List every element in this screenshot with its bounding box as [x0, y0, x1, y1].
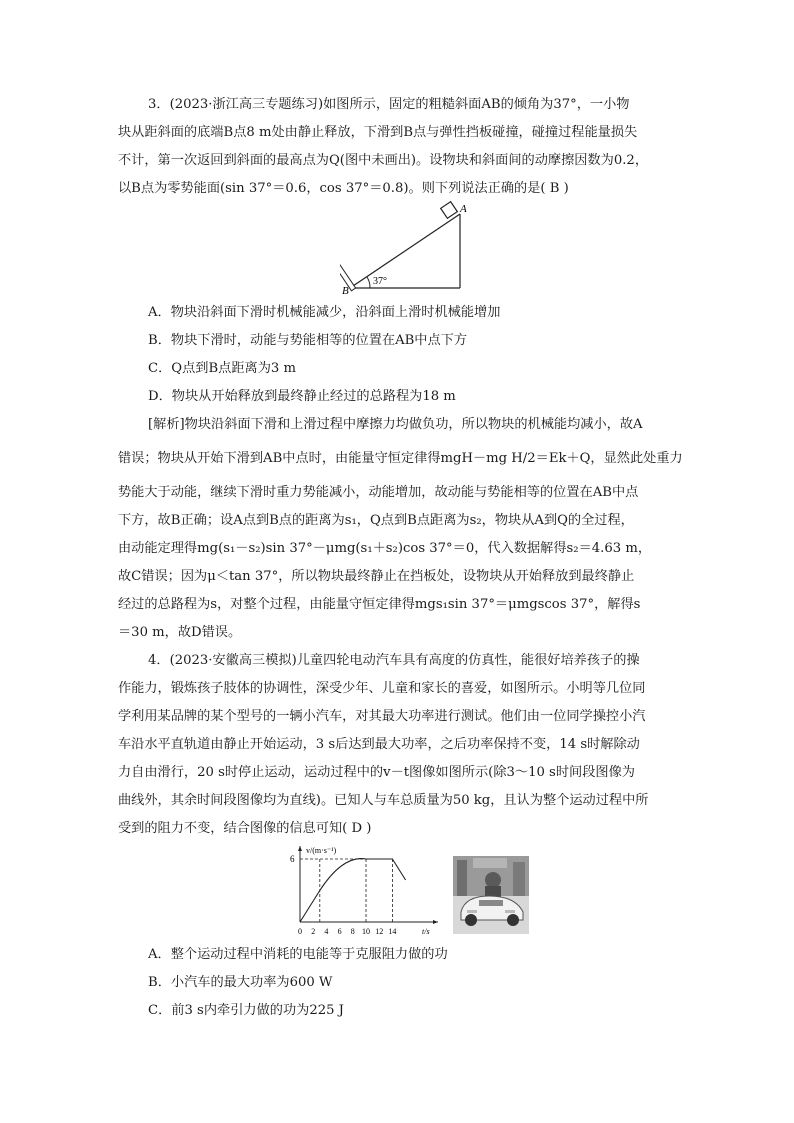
incline-figure	[340, 200, 470, 296]
q4-option-b: B．小汽车的最大功率为600 W	[148, 975, 333, 990]
label-b: B	[342, 285, 349, 296]
q3-line-1: 3．(2023·浙江高三专题练习)如图所示，固定的粗糙斜面AB的倾角为37°，一小物	[148, 97, 630, 112]
vt-graph	[288, 840, 448, 940]
q3-analysis-1: [解析]物块沿斜面下滑和上滑过程中摩擦力均做负功，所以物块的机械能均减小，故A	[148, 417, 643, 432]
q4-line-2: 作能力，锻炼孩子肢体的协调性，深受少年、儿童和家长的喜爱，如图所示。小明等几位同	[118, 681, 646, 696]
x-tick-2: 2	[311, 927, 316, 936]
q4-line-1: 4．(2023·安徽高三模拟)儿童四轮电动汽车具有高度的仿真性，能很好培养孩子的操	[148, 653, 640, 668]
q3-option-d: D．物块从开始释放到最终静止经过的总路程为18 m	[148, 389, 456, 404]
y-axis-arrow	[298, 846, 302, 851]
q3-line-4: 以B点为零势能面(sin 37°＝0.6，cos 37°＝0.8)。则下列说法正确的是( B )	[118, 181, 569, 196]
q3-line-2: 块从距斜面的底端B点8 m处由静止释放，下滑到B点与弹性挡板碰撞，碰撞过程能量损失	[118, 125, 638, 140]
q4-option-a: A．整个运动过程中消耗的电能等于克服阻力做的功	[148, 947, 448, 962]
angle-label: 37°	[373, 276, 387, 287]
vt-curve	[300, 859, 406, 922]
q3-option-c: C．Q点到B点距离为3 m	[148, 361, 296, 376]
q3-analysis-7: 经过的总路程为s，对整个过程，由能量守恒定律得mgs₁sin 37°＝μmgscos 37°，解得s	[118, 597, 641, 612]
q4-line-6: 曲线外，其余时间段图像均为直线)。已知人与车总质量为50 kg，且认为整个运动过程中所	[118, 793, 649, 808]
x-tick-4: 4	[324, 927, 329, 936]
q4-line-4: 车沿水平直轨道由静止开始运动，3 s后达到最大功率，之后功率保持不变，14 s时解除动	[118, 737, 640, 752]
y-tick-6: 6	[290, 854, 295, 864]
q3-analysis-8: ＝30 m，故D错误。	[118, 625, 242, 640]
x-tick-12: 12	[375, 927, 384, 936]
q3-analysis-3: 势能大于动能，继续下滑时重力势能减小，动能增加，故动能与势能相等的位置在AB中点	[118, 485, 639, 500]
q3-analysis-2: 错误；物块从开始下滑到AB中点时，由能量守恒定律得mgH－mg H/2＝Ek＋Q，显然此处重力	[118, 451, 683, 466]
x-tick-0: 0	[298, 927, 302, 936]
q4-option-c: C．前3 s内牵引力做的功为225 J	[148, 1003, 344, 1018]
q4-line-3: 学利用某品牌的某个型号的一辆小汽车，对其最大功率进行测试。他们由一位同学操控小汽	[118, 709, 646, 724]
q3-option-a: A．物块沿斜面下滑时机械能减少，沿斜面上滑时机械能增加	[148, 305, 501, 320]
x-tick-8: 8	[350, 927, 355, 936]
x-axis-label: t/s	[422, 927, 430, 936]
x-tick-14: 14	[388, 927, 397, 936]
q4-line-7: 受到的阻力不变，结合图像的信息可知( D )	[118, 821, 372, 836]
q3-option-b: B．物块下滑时，动能与势能相等的位置在AB中点下方	[148, 333, 468, 348]
q3-analysis-4: 下方，故B正确；设A点到B点的距离为s₁，Q点到B点距离为s₂，物块从A到Q的全过程，	[118, 513, 634, 528]
x-tick-10: 10	[362, 927, 370, 936]
q4-line-5: 力自由滑行，20 s时停止运动，运动过程中的v－t图像如图所示(除3～10 s时间段图像为	[118, 765, 635, 780]
y-axis-label: v/(m·s⁻¹)	[306, 846, 337, 855]
q3-line-3: 不计，第一次返回到斜面的最高点为Q(图中未画出)。设物块和斜面间的动摩擦因数为0.2，	[118, 153, 649, 168]
q3-analysis-6: 故C错误；因为μ＜tan 37°，所以物块最终静止在挡板处，设物块从开始释放到最终静止	[118, 569, 635, 584]
label-a: A	[460, 203, 467, 215]
q3-analysis-5: 由动能定理得mg(s₁－s₂)sin 37°－μmg(s₁＋s₂)cos 37°＝0，代入数据解得s₂＝4.63 m，	[118, 541, 652, 556]
x-axis-arrow	[433, 920, 438, 924]
x-tick-6: 6	[337, 927, 342, 936]
toy-car-photo	[453, 856, 529, 934]
